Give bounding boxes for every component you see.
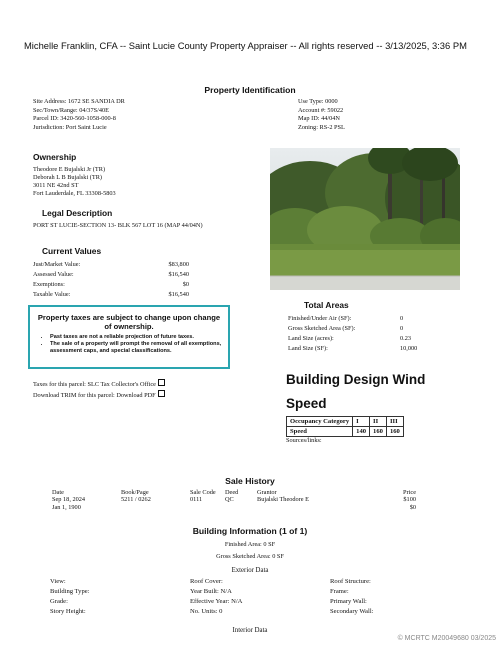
- gross-area-row: Gross Sketched Area (SF): 0: [288, 325, 404, 332]
- exterior-field: Roof Cover:: [190, 578, 223, 585]
- assessed-value-row: Assessed Value: $16,540: [33, 271, 189, 278]
- wind-speed-row: [287, 427, 404, 437]
- finished-area-line: Finished Area: 0 SF: [224, 541, 276, 548]
- wind-header-row: [287, 417, 404, 427]
- owner-line: 3011 NE 42nd ST: [33, 182, 79, 189]
- ownership-block: [33, 166, 233, 198]
- table-row: Sep 18, 2024 5211 / 0262 0111 QC Bujalski Theodore E $100: [52, 496, 416, 503]
- total-areas-table: [288, 314, 418, 354]
- property-id-left: [33, 98, 233, 132]
- property-id-right: [298, 98, 448, 132]
- tax-collector-link[interactable]: SLC Tax Collector's Office: [87, 381, 156, 388]
- exterior-field: Building Type:: [50, 588, 90, 595]
- sale-history-table: [52, 489, 416, 511]
- land-sf-row: Land Size (SF): 10,000: [288, 345, 418, 352]
- wind-header-cell: II: [370, 417, 387, 427]
- exterior-field: Primary Wall:: [330, 598, 367, 605]
- legal-description-title: Legal Description: [42, 208, 113, 218]
- exterior-field: Effective Year: N/A: [190, 598, 243, 605]
- account-row: Account #: 59022: [298, 106, 344, 114]
- exemptions-row: Exemptions: $0: [33, 281, 189, 288]
- sale-col-header: Deed: [225, 489, 239, 496]
- exterior-field: Secondary Wall:: [330, 608, 374, 615]
- notice-bullets: [36, 334, 222, 354]
- property-identification-title: Property Identification: [204, 85, 296, 95]
- exterior-field: Frame:: [330, 588, 349, 595]
- sale-col-header: Price: [403, 489, 416, 496]
- exterior-field: Grade:: [50, 598, 68, 605]
- site-address-row: Site Address: 1672 SE SANDIA DR: [33, 98, 125, 105]
- sale-col-header: Grantor: [257, 489, 277, 496]
- sale-history-header-row: [52, 489, 416, 496]
- exterior-field: Story Height:: [50, 608, 86, 615]
- ownership-title: Ownership: [33, 152, 77, 162]
- jurisdiction-row: Jurisdiction: Port Saint Lucie: [33, 123, 107, 131]
- wind-header-cell: III: [386, 417, 403, 427]
- exterior-data-grid: [50, 578, 470, 615]
- building-info-title: Building Information (1 of 1): [192, 526, 308, 536]
- sale-history-title: Sale History: [225, 476, 275, 486]
- external-link-icon[interactable]: [158, 379, 165, 386]
- just-market-value-row: Just/Market Value: $83,800: [33, 261, 189, 268]
- land-acres-row: Land Size (acres): 0.23: [288, 335, 412, 342]
- map-id-row: Map ID: 44/04N: [298, 115, 340, 123]
- current-values-title: Current Values: [42, 246, 102, 256]
- wind-speed-title: Building Design Wind Speed: [286, 372, 426, 411]
- total-areas-title: Total Areas: [304, 300, 349, 310]
- owner-line: Deborah L B Bujalski (TR): [33, 174, 103, 181]
- sale-history-table-wrap: [52, 489, 416, 511]
- table-row: Jan 1, 1900 $0: [52, 503, 416, 511]
- trim-row: Download TRIM for this parcel: Download PDF: [33, 390, 263, 401]
- tax-change-notice: [28, 305, 230, 369]
- wind-sources: Sources/links:: [286, 437, 322, 444]
- watermark: © MCRTC M20049680 03/2025: [397, 635, 496, 642]
- property-photo-image: [270, 148, 460, 290]
- wind-cell: 160: [370, 427, 387, 437]
- interior-data-title: Interior Data: [232, 627, 268, 634]
- owner-line: Fort Lauderdale, FL 33308-5803: [33, 190, 116, 197]
- wind-cell: Speed: [287, 427, 353, 437]
- legal-description-text: PORT ST LUCIE-SECTION 13- BLK 567 LOT 16 (MAP 44/04N): [33, 222, 203, 229]
- wind-header-cell: Occupancy Category: [287, 417, 353, 427]
- exterior-field: No. Units: 0: [190, 608, 223, 615]
- wind-speed-table-wrap: [286, 416, 404, 446]
- zoning-row: Zoning: RS-2 PSL: [298, 123, 345, 131]
- wind-cell: 160: [386, 427, 403, 437]
- current-values-table: [33, 260, 189, 300]
- exterior-field: View:: [50, 578, 66, 585]
- taxable-value-row: Taxable Value: $16,540: [33, 291, 189, 298]
- sec-town-range-row: Sec/Town/Range: 04/37S/40E: [33, 106, 110, 114]
- notice-bullet: • The sale of a property will prompt the removal of all exemptions, assessment caps, and special classifications.: [50, 341, 222, 355]
- taxes-row: Taxes for this parcel: SLC Tax Collector's Office: [33, 379, 263, 390]
- notice-bullet: • Past taxes are not a reliable projection of future taxes.: [50, 334, 222, 341]
- wind-speed-table: [286, 416, 404, 437]
- exterior-field: Roof Structure:: [330, 578, 371, 585]
- parcel-id-row: Parcel ID: 3420-560-1058-000-8: [33, 115, 116, 123]
- finished-area-row: Finished/Under Air (SF): 0: [288, 315, 404, 322]
- notice-title: Property taxes are subject to change upon change of ownership.: [37, 313, 221, 331]
- gross-area-line: Gross Sketched Area: 0 SF: [216, 553, 284, 560]
- property-photo: [270, 148, 460, 290]
- external-link-icon[interactable]: [158, 390, 165, 397]
- exterior-data-title: Exterior Data: [231, 567, 269, 574]
- sale-col-header: Sale Code: [190, 489, 216, 496]
- sale-col-header: Date: [52, 489, 64, 496]
- trim-download-link[interactable]: Download PDF: [116, 392, 156, 399]
- wind-header-cell: I: [353, 417, 370, 427]
- owner-line: Theodore E Bujalski Jr (TR): [33, 166, 106, 173]
- sale-col-header: Book/Page: [121, 489, 149, 496]
- tax-links: [33, 379, 263, 401]
- use-type-row: Use Type: 0000: [298, 98, 338, 105]
- page-header: Michelle Franklin, CFA -- Saint Lucie County Property Appraiser -- All rights reserved -- 3/13/2025, 3:36 PM: [24, 40, 467, 51]
- exterior-field: Year Built: N/A: [190, 588, 232, 595]
- wind-cell: 140: [353, 427, 370, 437]
